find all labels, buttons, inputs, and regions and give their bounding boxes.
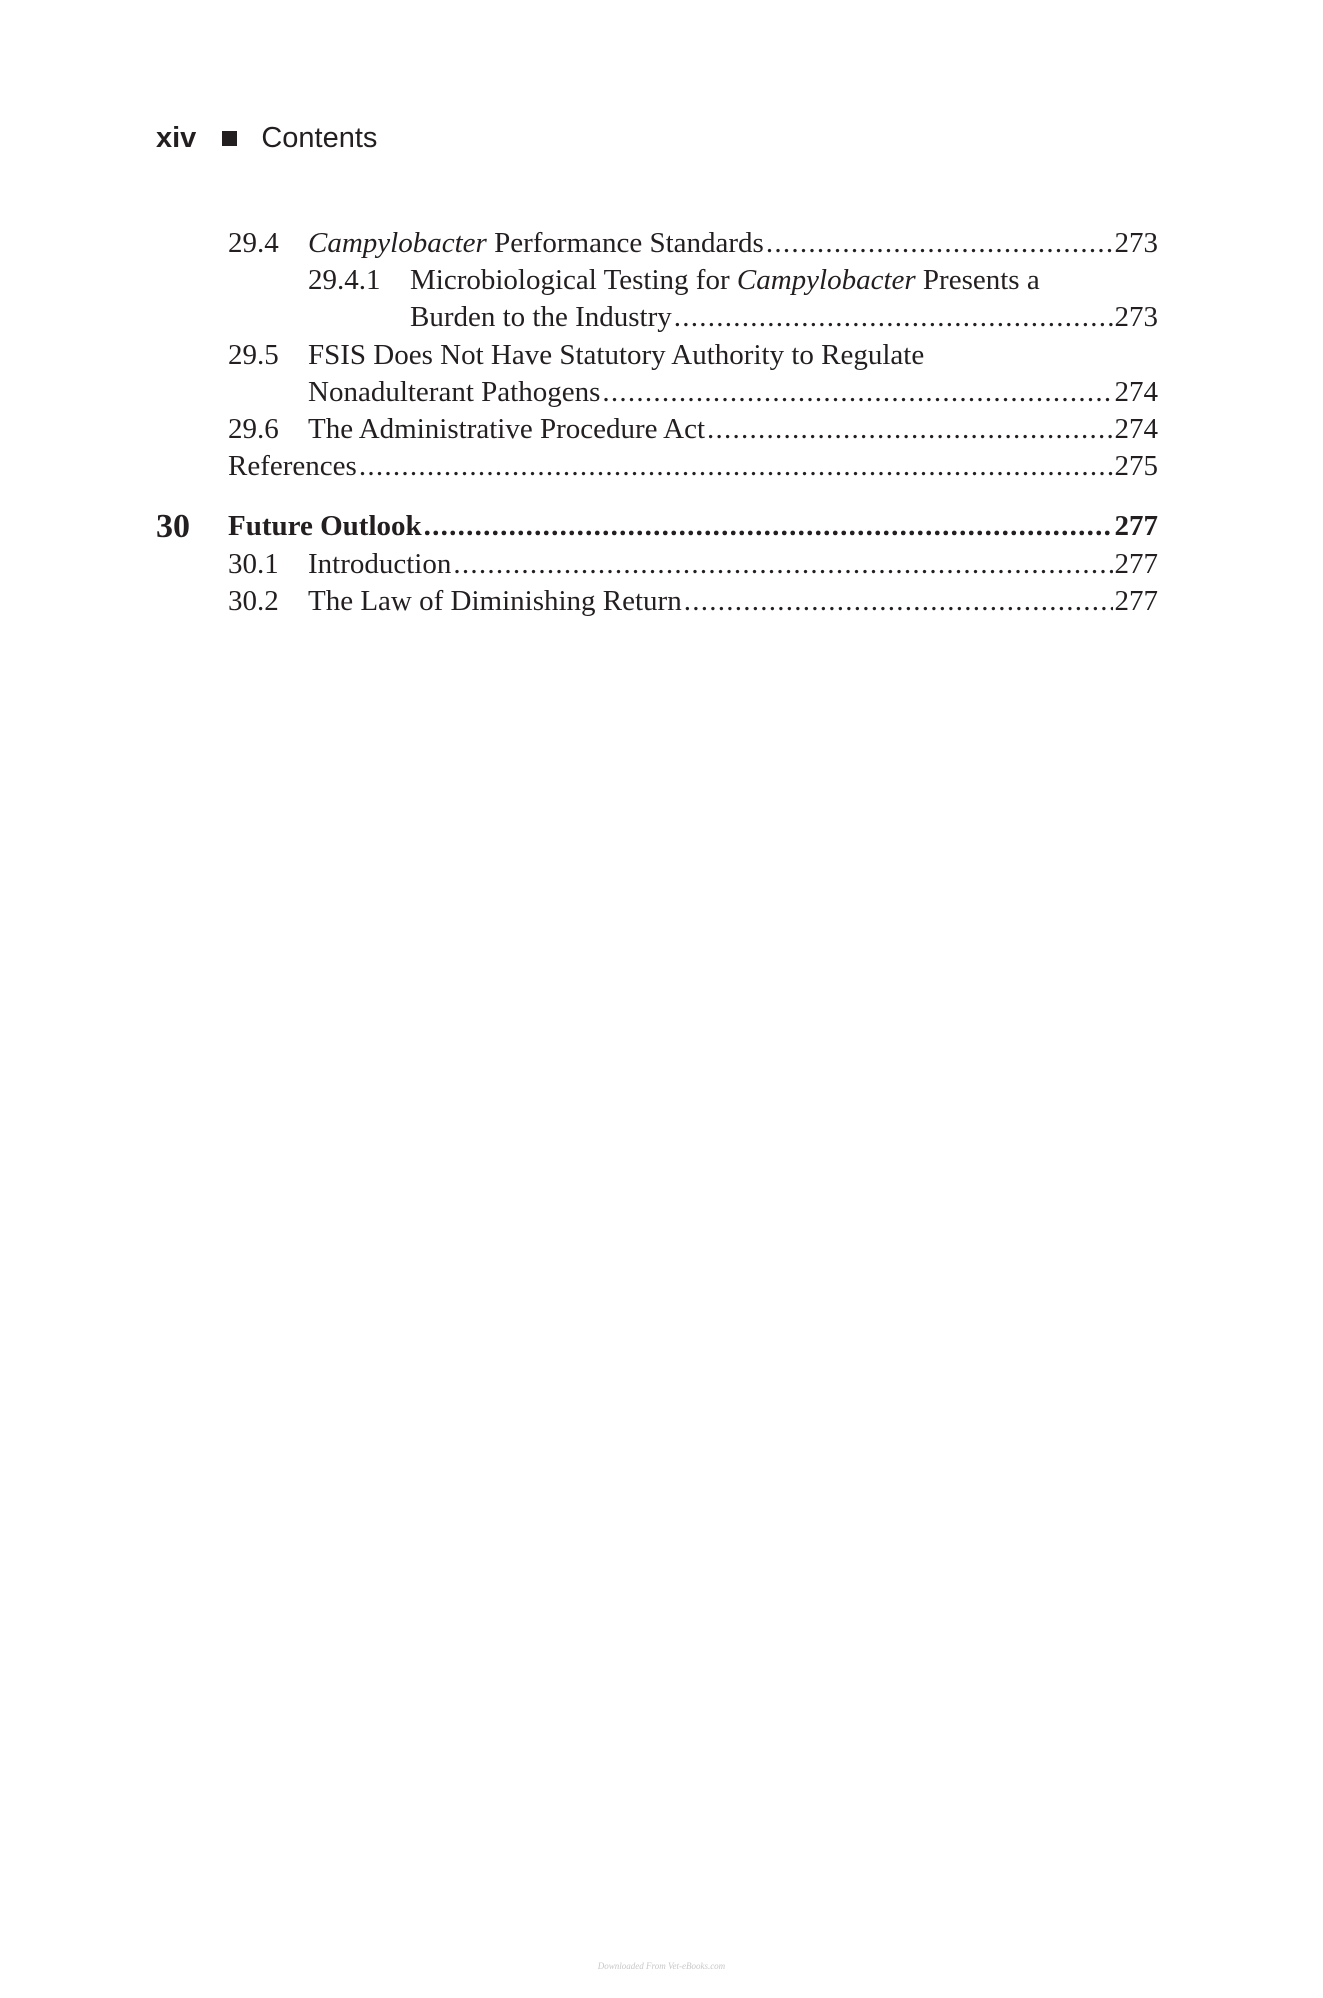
toc-entry-number: 30.2 bbox=[228, 585, 279, 617]
toc-entry-page: 275 bbox=[1114, 450, 1158, 482]
toc-entry-29-4[interactable] bbox=[308, 225, 1158, 262]
toc-entry-title: References bbox=[228, 450, 357, 482]
dot-leader bbox=[453, 546, 1112, 583]
toc-entry-title-italic: Campylobacter bbox=[736, 264, 916, 296]
toc-chapter-30[interactable] bbox=[228, 508, 1158, 545]
toc-entry-page: 277 bbox=[1114, 548, 1158, 580]
toc-entry-title-post: Presents a bbox=[915, 264, 1040, 296]
chapter-number: 30 bbox=[156, 508, 190, 545]
toc-entry-page: 277 bbox=[1114, 585, 1158, 617]
toc-entry-title-italic: Campylobacter bbox=[308, 227, 487, 259]
dot-leader bbox=[707, 411, 1112, 448]
toc-entry-page: 274 bbox=[1114, 376, 1158, 408]
running-head-title: Contents bbox=[261, 121, 378, 154]
toc-entry-29-6[interactable] bbox=[308, 411, 1158, 448]
dot-leader bbox=[424, 508, 1113, 545]
toc-entry-title: Introduction bbox=[308, 548, 452, 580]
toc-entry-title: Nonadulterant Pathogens bbox=[308, 376, 601, 408]
toc-entry-title-pre: Microbiological Testing for bbox=[410, 264, 737, 296]
toc-entry-number: 29.6 bbox=[228, 413, 279, 445]
toc-entry-title: FSIS Does Not Have Statutory Authority to Regulate bbox=[308, 339, 925, 371]
toc-entry-29-5-line1[interactable] bbox=[308, 337, 1158, 374]
toc-entry-references[interactable] bbox=[228, 448, 1158, 485]
toc-entry-title-rest: Performance Standards bbox=[486, 227, 764, 259]
dot-leader bbox=[674, 299, 1113, 336]
dot-leader bbox=[684, 583, 1113, 620]
toc-entry-title: The Administrative Procedure Act bbox=[308, 413, 706, 445]
toc-entry-page: 273 bbox=[1114, 301, 1158, 333]
toc-entry-page: 274 bbox=[1114, 413, 1158, 445]
toc-entry-29-5-line2[interactable] bbox=[308, 374, 1158, 411]
page-number: xiv bbox=[156, 121, 197, 154]
toc-entry-29-4-1-line2[interactable] bbox=[410, 299, 1158, 336]
toc-entry-number: 29.4 bbox=[228, 227, 279, 259]
footer-watermark: Downloaded From Vet-eBooks.com bbox=[597, 1961, 726, 1971]
toc-entry-number: 29.4.1 bbox=[308, 264, 381, 296]
toc-entry-number: 30.1 bbox=[228, 548, 279, 580]
toc-entry-title bbox=[308, 225, 764, 262]
toc-entry-title: The Law of Diminishing Return bbox=[308, 585, 682, 617]
toc-entry-number: 29.5 bbox=[228, 339, 279, 371]
toc-entry-page: 273 bbox=[1114, 227, 1158, 259]
dot-leader bbox=[766, 225, 1113, 262]
chapter-title: Future Outlook bbox=[228, 510, 422, 542]
toc-entry-30-1[interactable] bbox=[308, 546, 1158, 583]
dot-leader bbox=[359, 448, 1113, 485]
toc-entry-29-4-1-line1[interactable] bbox=[410, 262, 1158, 299]
chapter-page: 277 bbox=[1114, 510, 1158, 542]
toc-entry-title: Burden to the Industry bbox=[410, 301, 672, 333]
dot-leader bbox=[602, 374, 1112, 411]
toc-entry-30-2[interactable] bbox=[308, 583, 1158, 620]
